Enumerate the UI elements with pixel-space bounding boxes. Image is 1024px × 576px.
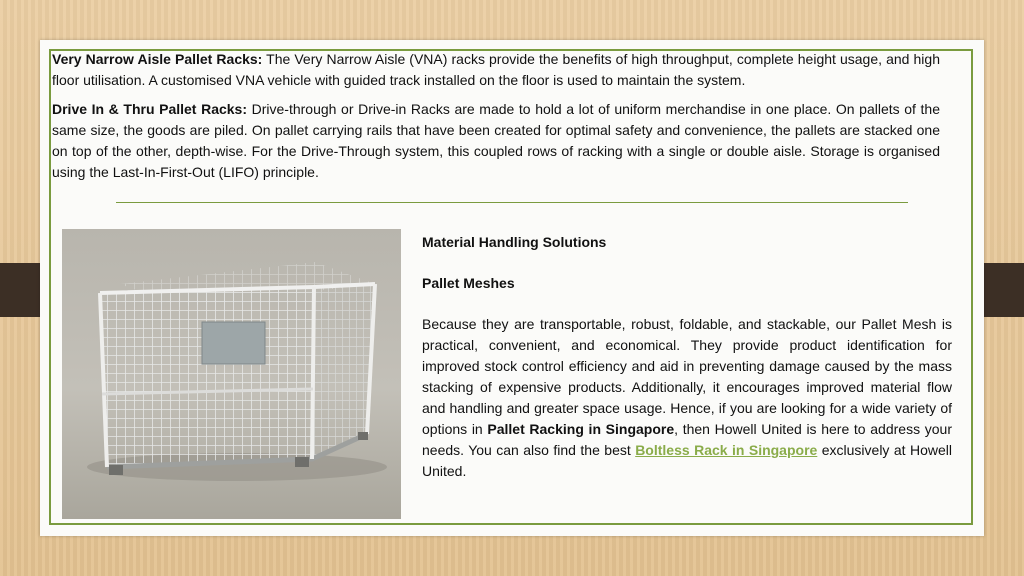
drive-in-paragraph	[52, 99, 940, 183]
drive-in-title: Drive In & Thru Pallet Racks:	[52, 101, 247, 117]
pallet-mesh-paragraph	[422, 314, 952, 482]
vna-title: Very Narrow Aisle Pallet Racks:	[52, 51, 263, 67]
slide	[40, 40, 984, 536]
pallet-racking-bold: Pallet Racking in Singapore	[487, 421, 675, 437]
material-handling-heading: Material Handling Solutions	[422, 234, 607, 250]
wire-cage-illustration	[62, 229, 401, 519]
top-text-block	[52, 49, 940, 191]
text-underline-rule	[116, 202, 908, 203]
vna-body: The Very Narrow Aisle (VNA) racks provide the benefits of high throughput, complete height usage, and high floor utilisation. A customised VNA vehicle with guided track installed on the floor is used to maintain the system.	[52, 51, 940, 88]
para-part3: exclusively at Howell United.	[422, 442, 952, 479]
boltless-rack-link[interactable]: Boltless Rack in Singapore	[635, 442, 818, 458]
vna-paragraph	[52, 49, 940, 91]
drive-in-body: Drive-through or Drive-in Racks are made to hold a lot of uniform merchandise in one place. On pallets of the same size, the goods are piled. On pallet carrying rails that have been created for optimal safety and convenience, the pallets are stacked one on top of the other, depth-wise. For the Drive-Through system, this coupled rows of racking with a single or double aisle. Storage is organised using the Last-In-First-Out (LIFO) principle.	[52, 101, 940, 180]
right-text-block	[422, 232, 952, 482]
pallet-mesh-photo	[62, 229, 401, 519]
para-part2: , then Howell United is here to address your needs. You can also find the best	[422, 421, 952, 458]
pallet-meshes-heading: Pallet Meshes	[422, 275, 515, 291]
para-part1: Because they are transportable, robust, foldable, and stackable, our Pallet Mesh is practical, convenient, and economical. They provide product identification for improved stock control efficiency and aid in preventing damage caused by the mass stacking of expensive products. Additionally, it encourages improved material flow and handling and greater space usage. Hence, if you are looking for a wide variety of options in	[422, 316, 952, 437]
